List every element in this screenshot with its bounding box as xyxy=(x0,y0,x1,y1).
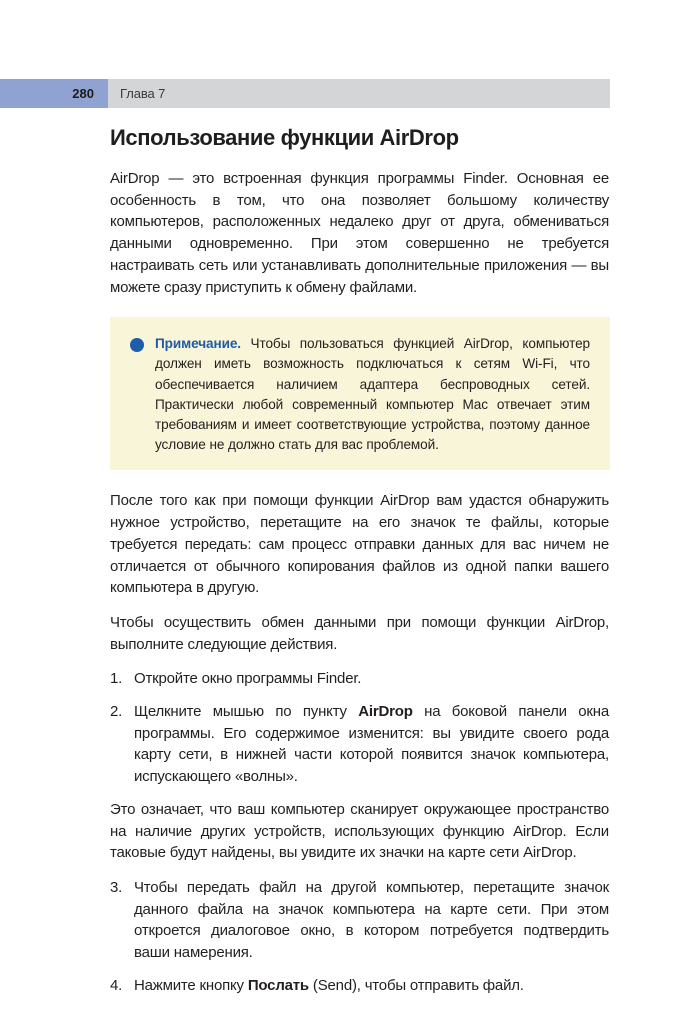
note-text xyxy=(155,334,590,455)
between-steps-paragraph: Это означает, что ваш компьютер сканирует окружающее пространство на наличие других устройств, использующих функцию AirDrop. Если таковые будут найдены, вы увидите их значки на карте сети AirDrop. xyxy=(110,800,609,862)
list-item xyxy=(110,877,609,964)
intro-paragraph: AirDrop — это встроенная функция программы Finder. Основная ее особенность в том, что она позволяет большому количеству компьютеров, расположенных недалеко друг от друга, обмениваться данными одновременно. При этом совершенно не требуется настраивать сеть или устанавливать дополнительные приложения — вы можете сразу приступить к обмену файлами. xyxy=(110,170,609,296)
steps-list-b xyxy=(110,877,609,997)
list-item xyxy=(110,975,609,997)
note-body: Чтобы пользоваться функцией AirDrop, компьютер должен иметь возможность подключаться к сетям Wi-Fi, что обеспечивается наличием адаптера беспроводных сетей. Практически любой современный компьютер Mac отвечает этим требованиям и имеет соответствующие устройства, поэтому данное условие не должно стать для вас проблемой. xyxy=(155,336,590,453)
list-text: Откройте окно программы Finder. xyxy=(134,670,362,688)
list-item xyxy=(110,668,609,690)
list-text: Щелкните мышью по пункту AirDrop на боковой панели окна программы. Его содержимое изменится: вы увидите своего рода карту сети, в нижней части которой появится значок компьютера, испускающего «волны». xyxy=(134,703,610,786)
list-text: Чтобы передать файл на другой компьютер, перетащите значок данного файла на значок компьютера на карте сети. При этом откроется диалоговое окно, в котором потребуется подтвердить ваши намерения. xyxy=(134,878,609,962)
section-title: Использование функции AirDrop xyxy=(110,125,459,150)
page-content xyxy=(110,124,609,1008)
list-number: 2. xyxy=(110,703,123,721)
note-box xyxy=(110,317,610,470)
list-number: 3. xyxy=(110,878,123,896)
steps-intro-paragraph: Чтобы осуществить обмен данными при помощи функции AirDrop, выполните следующие действия. xyxy=(110,613,609,653)
note-title: Примечание. xyxy=(155,336,241,352)
note-bullet-icon xyxy=(130,338,144,352)
chapter-label: Глава 7 xyxy=(120,86,166,101)
list-text: Нажмите кнопку Послать (Send), чтобы отправить файл. xyxy=(134,976,524,994)
page-number: 280 xyxy=(72,86,94,101)
list-number: 1. xyxy=(110,670,123,688)
list-item xyxy=(110,701,609,788)
list-number: 4. xyxy=(110,976,123,994)
page-number-block xyxy=(0,79,108,108)
after-note-paragraph: После того как при помощи функции AirDrop вам удастся обнаружить нужное устройство, перетащите на его значок те файлы, которые требуется передать: сам процесс отправки данных для вас ничем не отличается от обычного копирования файлов из одной папки вашего компьютера в другую. xyxy=(110,492,609,597)
steps-list-a xyxy=(110,668,609,788)
running-header xyxy=(0,79,610,108)
